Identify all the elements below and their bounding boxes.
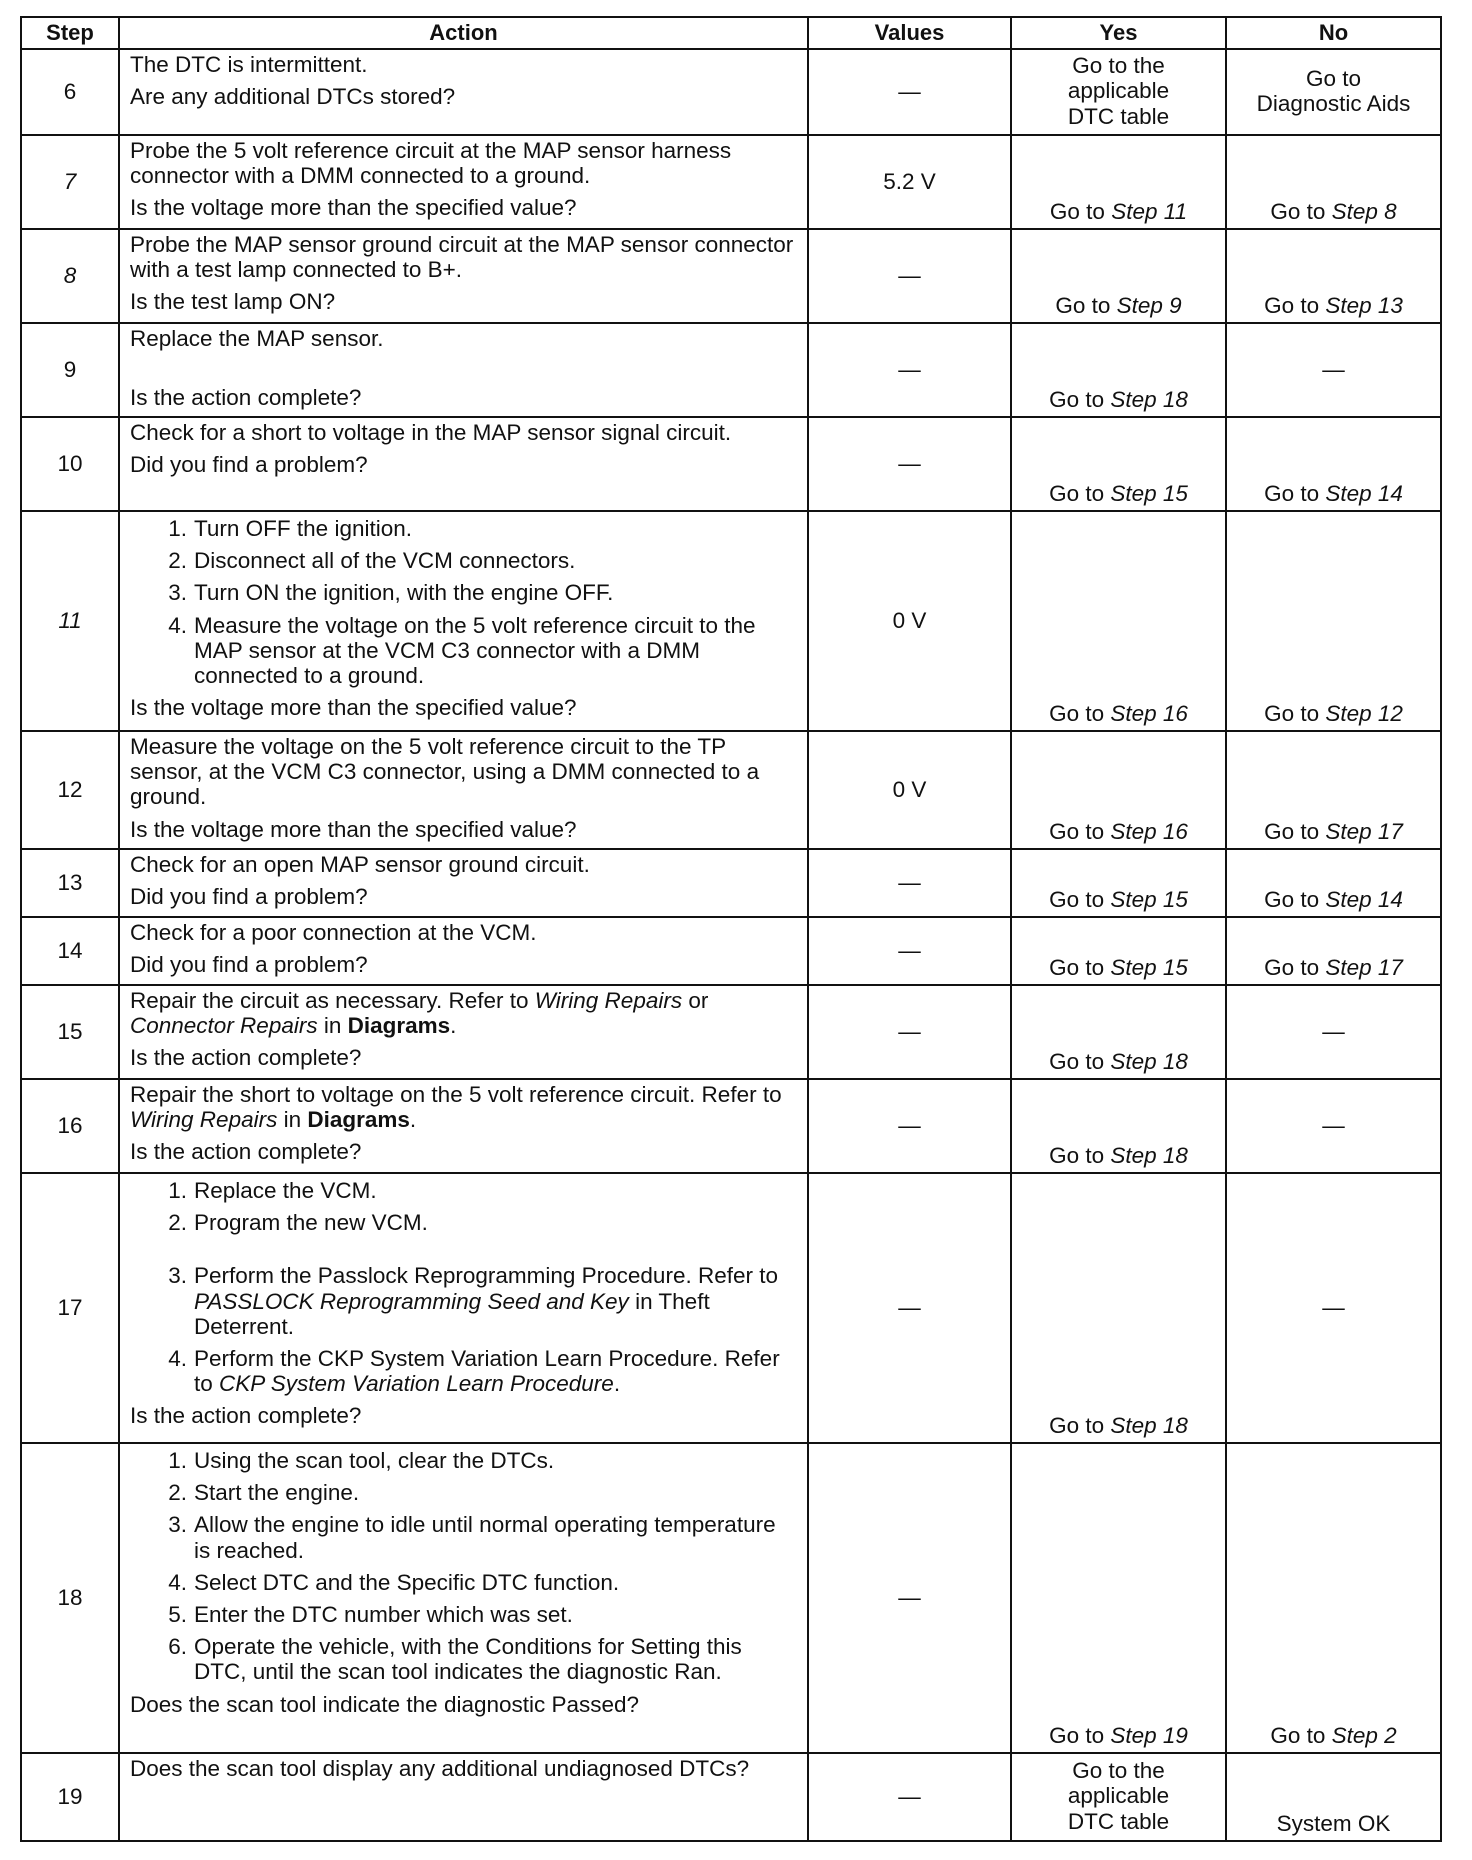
action-text: Check for an open MAP sensor ground circuit. (130, 852, 590, 877)
no-cell: — (1226, 1173, 1441, 1443)
table-row (21, 135, 1441, 229)
table-row (21, 849, 1441, 917)
step-number: 11 (21, 511, 119, 731)
value-cell: 5.2 V (808, 135, 1011, 229)
value-cell: 0 V (808, 731, 1011, 849)
yes-cell (1011, 1079, 1226, 1173)
action-question: Did you find a problem? (130, 884, 368, 910)
value-cell: 0 V (808, 511, 1011, 731)
no-cell (1226, 511, 1441, 731)
step-number: 10 (21, 417, 119, 511)
list-item: 1. Replace the VCM. (168, 1178, 377, 1203)
procedure-list (130, 1448, 797, 1685)
step-number: 7 (21, 135, 119, 229)
action-cell (119, 229, 808, 323)
doc-ref: Wiring Repairs (534, 988, 683, 1013)
action-text: Check for a poor connection at the VCM. (130, 920, 537, 945)
yes-cell (1011, 135, 1226, 229)
yes-cell (1011, 985, 1226, 1079)
no-cell: — (1226, 1079, 1441, 1173)
action-text: Probe the 5 volt reference circuit at the MAP sensor harness connector with a DMM connected to a ground. (130, 138, 732, 189)
step-ref: Step 15 (1110, 954, 1188, 980)
goto-text: Go to (1049, 1048, 1111, 1074)
goto-text: Go to (1264, 700, 1326, 726)
header-values: Values (808, 17, 1011, 49)
action-cell (119, 985, 808, 1079)
step-ref: Step 9 (1116, 292, 1182, 318)
step-number: 9 (21, 323, 119, 417)
step-number: 6 (21, 49, 119, 135)
step-ref: Step 14 (1325, 886, 1403, 912)
no-cell (1226, 49, 1441, 135)
step-ref: Step 17 (1325, 954, 1403, 980)
goto-text: Go to (1049, 886, 1111, 912)
step-number: 19 (21, 1753, 119, 1841)
value-cell: — (808, 1753, 1011, 1841)
action-text: Check for a short to voltage in the MAP sensor signal circuit. (130, 420, 732, 445)
list-item: 4. Select DTC and the Specific DTC function. (168, 1569, 620, 1595)
no-cell: — (1226, 323, 1441, 417)
procedure-list (130, 1178, 797, 1396)
list-item: 2. Program the new VCM. (168, 1210, 428, 1236)
value-cell: — (808, 917, 1011, 985)
goto-text: Go to (1270, 1722, 1332, 1748)
list-item: 6. Operate the vehicle, with the Conditions for Setting this DTC, until the scan tool indicates the diagnostic Ran. (168, 1634, 742, 1685)
action-cell (119, 849, 808, 917)
step-ref: Step 12 (1325, 700, 1403, 726)
no-cell (1226, 849, 1441, 917)
table-row (21, 731, 1441, 849)
yes-line: Go to the (1072, 1758, 1165, 1784)
action-cell (119, 135, 808, 229)
yes-cell (1011, 49, 1226, 135)
action-cell (119, 917, 808, 985)
action-question: Does the scan tool indicate the diagnostic Passed? (130, 1691, 640, 1717)
action-cell (119, 49, 808, 135)
list-item: 5. Enter the DTC number which was set. (168, 1601, 573, 1627)
action-text: The DTC is intermittent. (130, 52, 368, 77)
step-ref: Step 16 (1110, 700, 1188, 726)
yes-cell (1011, 917, 1226, 985)
list-item: 2. Start the engine. (168, 1480, 360, 1506)
goto-text: Go to (1055, 292, 1117, 318)
yes-cell (1011, 731, 1226, 849)
yes-cell (1011, 1173, 1226, 1443)
doc-ref: PASSLOCK Reprogramming Seed and Key (194, 1288, 629, 1314)
yes-line: Go to the (1072, 53, 1165, 79)
value-cell: — (808, 229, 1011, 323)
value-cell: — (808, 1173, 1011, 1443)
diagnostic-table (20, 16, 1442, 1842)
action-text: Measure the voltage on the 5 volt reference circuit to the TP sensor, at the VCM C3 connector, using a DMM connected to a ground. (130, 734, 760, 810)
action-question: Are any additional DTCs stored? (130, 84, 456, 110)
goto-text: Go to (1264, 292, 1326, 318)
action-question: Is the voltage more than the specified value? (130, 195, 577, 221)
goto-text: Go to (1049, 1412, 1111, 1438)
goto-text: Go to (1264, 954, 1326, 980)
no-cell (1226, 917, 1441, 985)
doc-ref: Connector Repairs (130, 1013, 318, 1039)
header-action: Action (119, 17, 808, 49)
step-ref: Step 14 (1325, 480, 1403, 506)
goto-text: Go to (1049, 700, 1111, 726)
step-number: 8 (21, 229, 119, 323)
step-ref: Step 13 (1325, 292, 1403, 318)
yes-cell (1011, 1443, 1226, 1753)
yes-cell (1011, 229, 1226, 323)
table-row (21, 511, 1441, 731)
action-question: Is the action complete? (130, 1045, 362, 1071)
list-item: 3. Allow the engine to idle until normal operating temperature is reached. (168, 1512, 776, 1563)
no-cell (1226, 731, 1441, 849)
step-ref: Step 18 (1110, 386, 1188, 412)
action-question: Is the action complete? (130, 385, 362, 411)
goto-text: Go to (1270, 198, 1332, 224)
yes-line: DTC table (1067, 1808, 1170, 1834)
action-question: Is the action complete? (130, 1139, 362, 1165)
value-cell: — (808, 1079, 1011, 1173)
action-text: Probe the MAP sensor ground circuit at the MAP sensor connector with a test lamp connected to B+. (130, 232, 794, 283)
yes-cell (1011, 323, 1226, 417)
action-cell (119, 1079, 808, 1173)
table-row (21, 1173, 1441, 1443)
action-question: Is the action complete? (130, 1403, 362, 1429)
table-row (21, 1079, 1441, 1173)
table-row (21, 417, 1441, 511)
step-number: 15 (21, 985, 119, 1079)
step-ref: Step 8 (1331, 198, 1397, 224)
action-cell (119, 731, 808, 849)
action-cell (119, 417, 808, 511)
action-question: Is the voltage more than the specified value? (130, 695, 577, 721)
doc-ref: CKP System Variation Learn Procedure (219, 1371, 614, 1397)
no-line: Go to (1305, 65, 1362, 91)
table-row (21, 917, 1441, 985)
action-text: Repair the short to voltage on the 5 volt reference circuit. Refer to Wiring Repairs in Diagrams. (130, 1082, 782, 1133)
action-question: Is the test lamp ON? (130, 289, 336, 315)
step-ref: Step 11 (1111, 198, 1188, 224)
yes-line: applicable (1067, 78, 1170, 104)
table-row (21, 985, 1441, 1079)
goto-text: Go to (1264, 886, 1326, 912)
action-text: Repair the circuit as necessary. Refer to Wiring Repairs or Connector Repairs in Diagrams. (130, 988, 709, 1039)
action-text: Does the scan tool display any additional undiagnosed DTCs? (130, 1756, 750, 1781)
yes-cell (1011, 1753, 1226, 1841)
action-question: Did you find a problem? (130, 952, 368, 978)
header-step: Step (21, 17, 119, 49)
step-ref: Step 15 (1110, 886, 1188, 912)
action-cell (119, 511, 808, 731)
action-cell (119, 1443, 808, 1753)
value-cell: — (808, 985, 1011, 1079)
step-ref: Step 15 (1110, 480, 1188, 506)
no-cell: — (1226, 985, 1441, 1079)
table-row (21, 1443, 1441, 1753)
list-item: 2. Disconnect all of the VCM connectors. (168, 548, 576, 574)
action-question: Is the voltage more than the specified value? (130, 816, 577, 842)
action-cell (119, 1753, 808, 1841)
goto-text: Go to (1049, 1142, 1111, 1168)
goto-text: Go to (1049, 480, 1111, 506)
table-row (21, 49, 1441, 135)
table-row (21, 323, 1441, 417)
table-row (21, 229, 1441, 323)
value-cell: — (808, 1443, 1011, 1753)
list-item: 1. Turn OFF the ignition. (168, 516, 413, 541)
value-cell: — (808, 417, 1011, 511)
no-cell: System OK (1226, 1753, 1441, 1841)
no-cell (1226, 229, 1441, 323)
doc-ref: Wiring Repairs (130, 1107, 278, 1133)
header-yes: Yes (1011, 17, 1226, 49)
value-cell: — (808, 849, 1011, 917)
step-number: 14 (21, 917, 119, 985)
yes-line: applicable (1067, 1783, 1170, 1809)
no-cell (1226, 1443, 1441, 1753)
goto-text: Go to (1049, 954, 1111, 980)
goto-text: Go to (1049, 818, 1111, 844)
header-no: No (1226, 17, 1441, 49)
goto-text: Go to (1049, 198, 1112, 224)
no-cell (1226, 417, 1441, 511)
table-row (21, 1753, 1441, 1841)
list-item: 3. Turn ON the ignition, with the engine OFF. (168, 580, 614, 606)
value-cell: — (808, 49, 1011, 135)
step-number: 18 (21, 1443, 119, 1753)
procedure-list (130, 516, 797, 688)
step-ref: Step 16 (1110, 818, 1188, 844)
action-text: Replace the MAP sensor. (130, 326, 384, 351)
action-question: Did you find a problem? (130, 452, 368, 478)
step-ref: Step 17 (1325, 818, 1403, 844)
step-ref: Step 18 (1110, 1412, 1188, 1438)
yes-cell (1011, 511, 1226, 731)
value-cell: — (808, 323, 1011, 417)
list-item: 3. Perform the Passlock Reprogramming Procedure. Refer to PASSLOCK Reprogramming Seed and Key in Theft Deterrent. (168, 1263, 778, 1339)
step-ref: Step 19 (1110, 1722, 1188, 1748)
step-ref: Step 18 (1110, 1142, 1188, 1168)
step-number: 13 (21, 849, 119, 917)
step-ref: Step 18 (1110, 1048, 1188, 1074)
table-header-row (21, 17, 1441, 49)
goto-text: Go to (1049, 386, 1111, 412)
goto-text: Go to (1264, 480, 1326, 506)
step-ref: Step 2 (1331, 1722, 1397, 1748)
yes-line: DTC table (1067, 103, 1170, 129)
no-cell (1226, 135, 1441, 229)
list-item: 4. Perform the CKP System Variation Learn Procedure. Refer to CKP System Variation Learn Procedure. (168, 1345, 780, 1397)
goto-text: Go to (1264, 818, 1326, 844)
list-item: 1. Using the scan tool, clear the DTCs. (168, 1448, 555, 1473)
action-cell (119, 323, 808, 417)
yes-cell (1011, 849, 1226, 917)
yes-cell (1011, 417, 1226, 511)
step-number: 17 (21, 1173, 119, 1443)
list-item: 4. Measure the voltage on the 5 volt reference circuit to the MAP sensor at the VCM C3 connector with a DMM connected to a ground. (168, 612, 756, 688)
action-cell (119, 1173, 808, 1443)
goto-text: Go to (1049, 1722, 1111, 1748)
step-number: 12 (21, 731, 119, 849)
step-number: 16 (21, 1079, 119, 1173)
no-line: Diagnostic Aids (1256, 91, 1411, 116)
